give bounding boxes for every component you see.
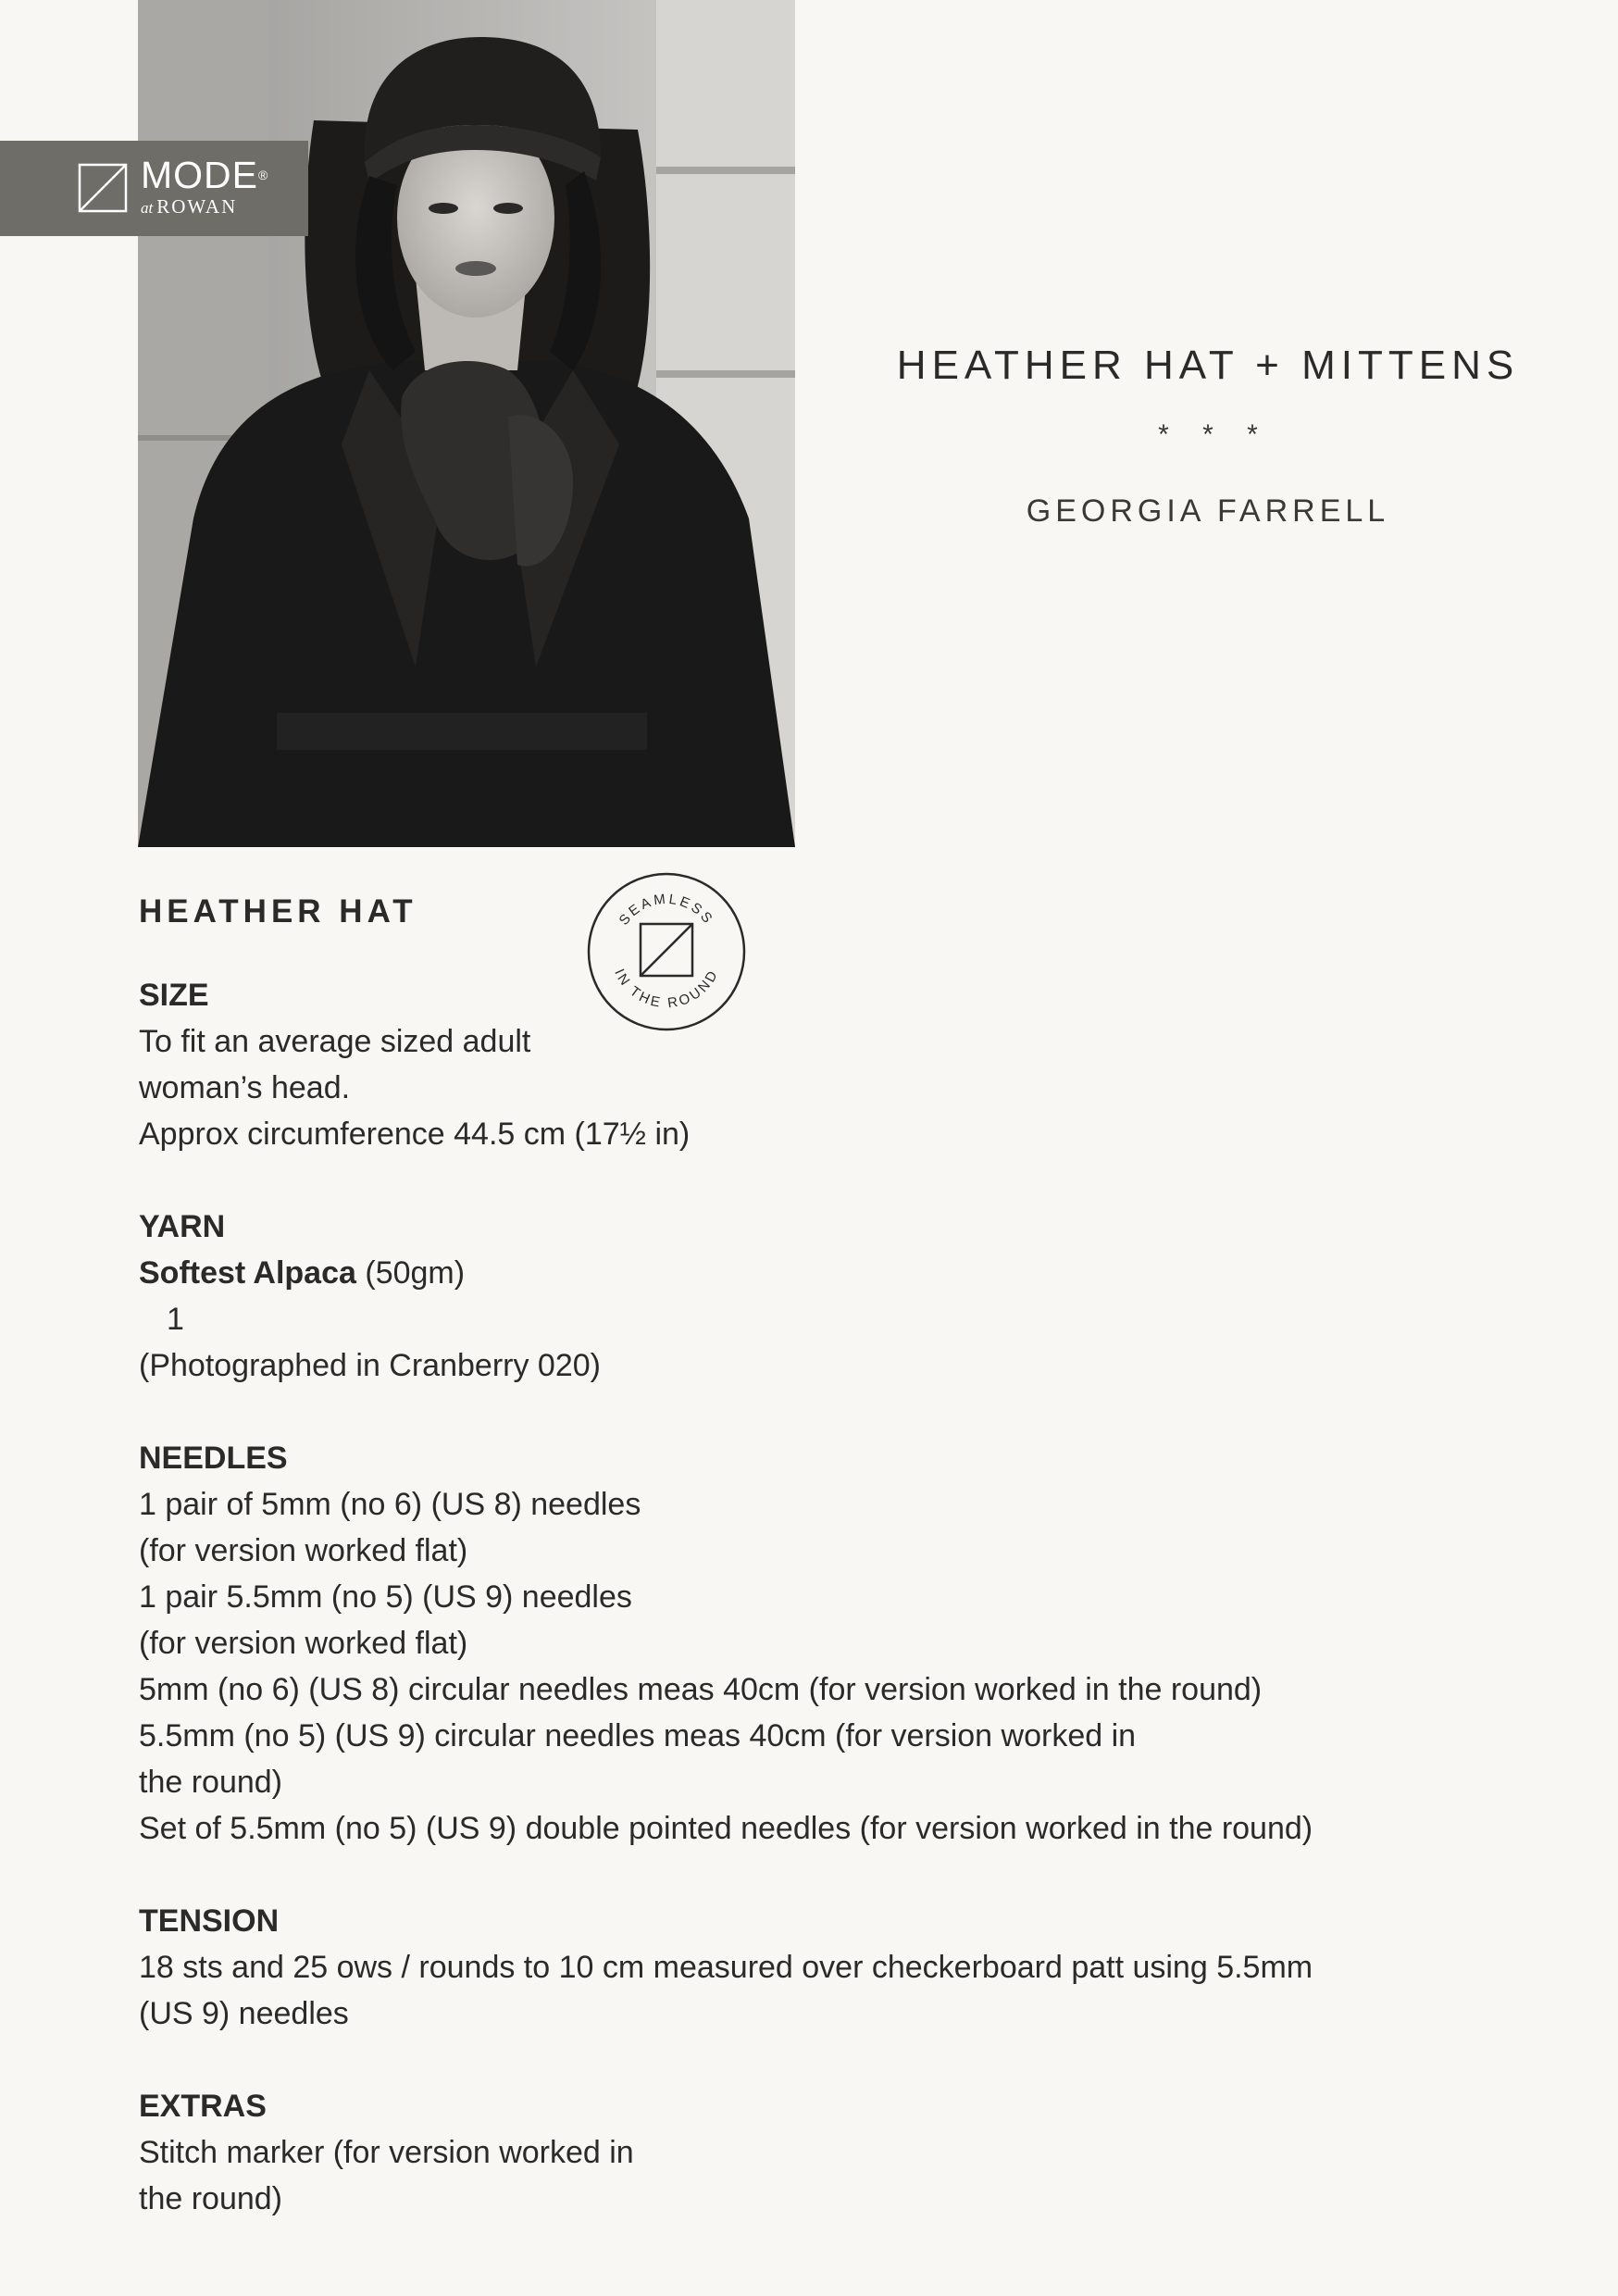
extras-line: the round) bbox=[139, 2181, 282, 2216]
pattern-details bbox=[139, 889, 1481, 2268]
extras-label: EXTRAS bbox=[139, 2089, 267, 2124]
title-block bbox=[870, 333, 1546, 531]
tension-line: 18 sts and 25 ows / rounds to 10 cm measured over checkerboard patt using 5.5mm bbox=[139, 1950, 1313, 1985]
needles-label: NEEDLES bbox=[139, 1441, 288, 1476]
needles-section bbox=[139, 1435, 1481, 1852]
size-line: Approx circumference 44.5 cm (17½ in) bbox=[139, 1117, 691, 1152]
section-title: HEATHER HAT bbox=[139, 893, 417, 930]
tension-section bbox=[139, 1898, 1481, 2037]
needles-line: 5.5mm (no 5) (US 9) circular needles meas 40cm (for version worked in bbox=[139, 1718, 1137, 1753]
badge-bottom-text: IN THE ROUND bbox=[611, 966, 722, 1012]
size-line: To fit an average sized adult bbox=[139, 1024, 531, 1059]
size-section bbox=[139, 972, 1481, 1157]
size-label: SIZE bbox=[139, 978, 209, 1013]
yarn-name: Softest Alpaca bbox=[139, 1255, 356, 1291]
author-name: GEORGIA FARRELL bbox=[1026, 493, 1390, 529]
needles-line: the round) bbox=[139, 1765, 282, 1800]
extras-line: Stitch marker (for version worked in bbox=[139, 2135, 634, 2170]
yarn-name-line bbox=[139, 1250, 1481, 1296]
needles-line: 1 pair 5.5mm (no 5) (US 9) needles bbox=[139, 1579, 632, 1615]
page-title: HEATHER HAT + MITTENS bbox=[896, 343, 1520, 388]
extras-section bbox=[139, 2083, 1481, 2222]
size-line: woman’s head. bbox=[139, 1070, 351, 1105]
tension-label: TENSION bbox=[139, 1903, 280, 1939]
logo-mark-icon bbox=[78, 163, 128, 213]
yarn-section bbox=[139, 1204, 1481, 1389]
yarn-weight: (50gm) bbox=[365, 1255, 466, 1291]
hero-photo bbox=[138, 0, 795, 847]
brand-name: MODE® bbox=[141, 154, 269, 196]
yarn-photographed: (Photographed in Cranberry 020) bbox=[139, 1348, 601, 1383]
yarn-quantity: 1 bbox=[167, 1302, 184, 1337]
brand-logo bbox=[0, 141, 308, 236]
badge-top-text: SEAMLESS bbox=[616, 891, 717, 929]
needles-line: 5mm (no 6) (US 8) circular needles meas 40cm (for version worked in the round) bbox=[139, 1672, 1263, 1707]
needles-line: (for version worked flat) bbox=[139, 1626, 468, 1661]
needles-line: (for version worked flat) bbox=[139, 1533, 468, 1568]
needles-line: 1 pair of 5mm (no 6) (US 8) needles bbox=[139, 1487, 641, 1522]
yarn-label: YARN bbox=[139, 1209, 226, 1244]
needles-line: Set of 5.5mm (no 5) (US 9) double pointed needles (for version worked in the round) bbox=[139, 1811, 1313, 1846]
brand-subname: at ROWAN bbox=[141, 195, 238, 218]
tension-line: (US 9) needles bbox=[139, 1996, 349, 2031]
title-separator: * * * bbox=[1158, 419, 1271, 450]
